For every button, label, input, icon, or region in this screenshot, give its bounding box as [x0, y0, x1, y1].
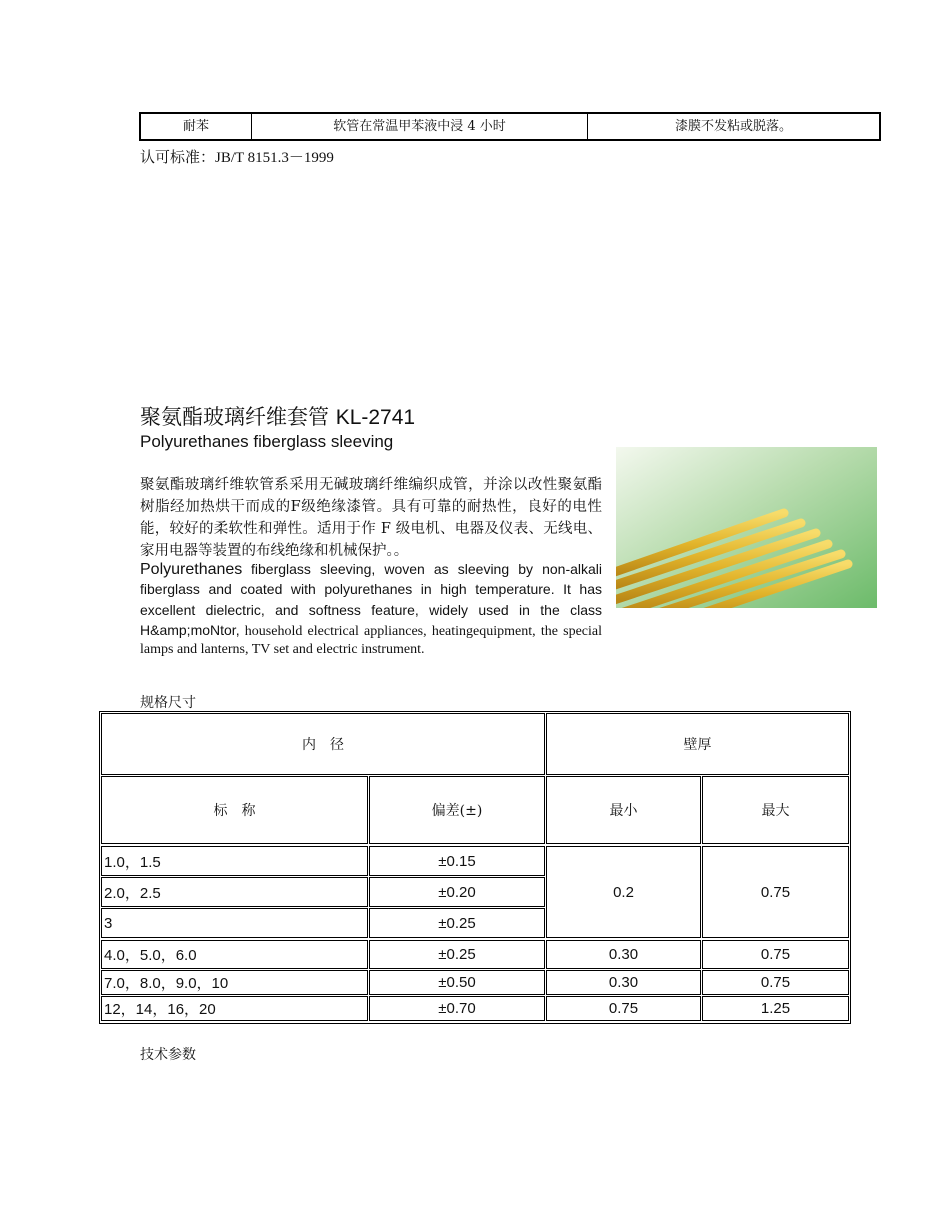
- row-max: 0.75: [702, 940, 849, 969]
- row-nominal: 2.0，2.5: [101, 877, 368, 907]
- approval-standard: 认可标准：JB/T 8151.3－1999: [140, 150, 334, 166]
- row-max: 0.75: [702, 970, 849, 995]
- row-nominal: 4.0，5.0，6.0: [101, 940, 368, 969]
- merged-max-cell: 0.75: [702, 846, 849, 938]
- header-nominal: 标 称: [101, 776, 368, 844]
- description-en-part2: household electrical appliances, heatingequipment, the special lamps and lanterns, TV set and electric instrument.: [140, 623, 603, 658]
- header-inner-diameter: 内 径: [101, 713, 545, 775]
- row-tolerance: ±0.50: [369, 970, 545, 995]
- spec-table: [99, 711, 851, 1024]
- product-title: [140, 401, 415, 431]
- row-tolerance: ±0.25: [369, 940, 545, 969]
- resistance-test-table: [139, 112, 881, 141]
- row-tolerance: ±0.20: [369, 877, 545, 907]
- row-nominal: 7.0，8.0，9.0，10: [101, 970, 368, 995]
- test-item-cell: 耐苯: [182, 119, 209, 134]
- merged-min-cell: 0.2: [546, 846, 701, 938]
- description-en-lead: Polyurethanes: [140, 561, 243, 578]
- test-condition-cell: 软管在常温甲苯液中浸 4 小时: [333, 119, 506, 134]
- row-nominal: 12，14，16，20: [101, 996, 368, 1021]
- row-max: 1.25: [702, 996, 849, 1021]
- product-model: KL-2741: [335, 406, 416, 429]
- row-min: 0.75: [546, 996, 701, 1021]
- row-nominal: 3: [101, 908, 368, 938]
- product-title-en: Polyurethanes fiberglass sleeving: [140, 432, 394, 451]
- description-cn: 聚氨酯玻璃纤维软管系采用无碱玻璃纤维编织成管，并涂以改性聚氨酯树脂经加热烘干而成的F级绝缘漆管。具有可靠的耐热性，良好的电性能，较好的柔软性和弹性。适用于作 F 级电机、电器及仪表、无线电、家用电器等装置的布线绝缘和机械保护。。: [140, 477, 602, 559]
- row-tolerance: ±0.15: [369, 846, 545, 876]
- description-en: [140, 560, 602, 659]
- row-nominal: 1.0，1.5: [101, 846, 368, 876]
- row-min: 0.30: [546, 970, 701, 995]
- header-wall-thickness: 壁厚: [546, 713, 849, 775]
- test-result-cell: 漆膜不发粘或脱落。: [674, 119, 792, 134]
- header-tolerance: 偏差(±): [369, 776, 545, 844]
- header-max: 最大: [702, 776, 849, 844]
- product-photo: [616, 447, 877, 608]
- description-en-part1: fiberglass sleeving, woven as sleeving by non-alkali fiberglass and coated with polyurethanes in high temperature. It has excellent dielectric, and softness feature, widely used in the class H&amp;moNtor,: [140, 561, 603, 638]
- header-min: 最小: [546, 776, 701, 844]
- row-min: 0.30: [546, 940, 701, 969]
- row-tolerance: ±0.70: [369, 996, 545, 1021]
- spec-heading: 规格尺寸: [140, 695, 196, 711]
- tech-params-heading: 技术参数: [140, 1047, 196, 1063]
- row-tolerance: ±0.25: [369, 908, 545, 938]
- product-title-cn: 聚氨酯玻璃纤维套管: [140, 405, 329, 429]
